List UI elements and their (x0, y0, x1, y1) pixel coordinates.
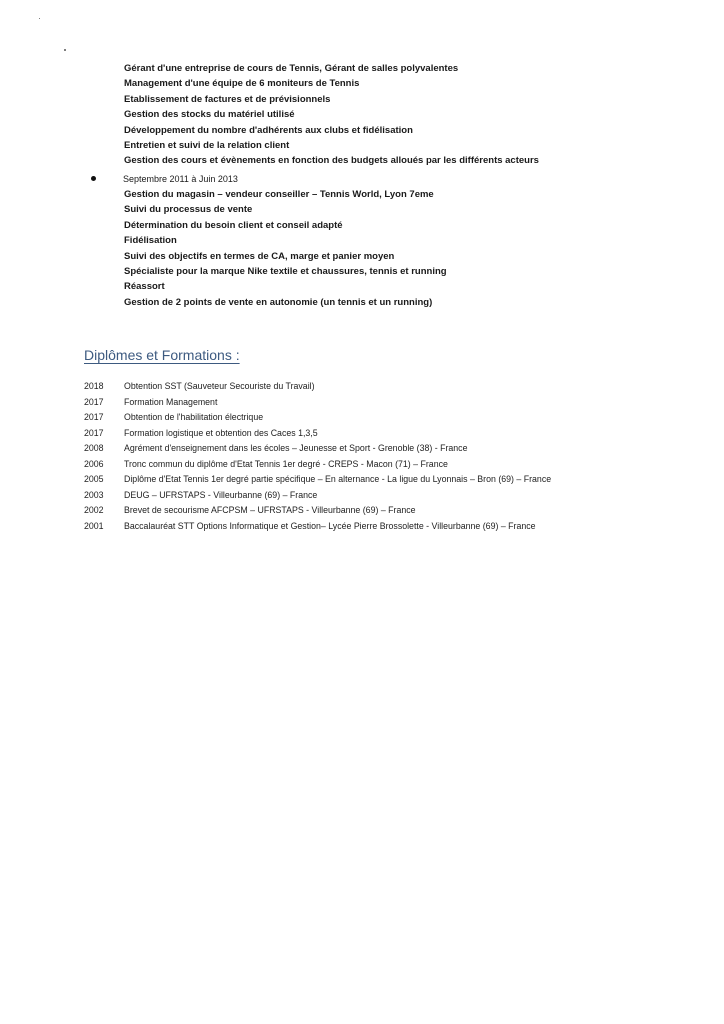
mission-2-item: Détermination du besoin client et conseil adapté (124, 219, 343, 231)
education-row (84, 503, 551, 519)
scan-speck (64, 49, 66, 51)
education-text: Tronc commun du diplôme d'Etat Tennis 1er degré - CREPS - Macon (71) – France (124, 458, 448, 469)
education-text: Baccalauréat STT Options Informatique et Gestion– Lycée Pierre Brossolette - Villeurbanne (69) – France (124, 520, 536, 531)
education-year: 2002 (84, 505, 104, 515)
mission-1-item: Gestion des cours et évènements en fonction des budgets alloués par les différents acteurs (124, 155, 539, 167)
education-text: Brevet de secourisme AFCPSM – UFRSTAPS - Villeurbanne (69) – France (124, 505, 416, 515)
mission-2-date: Septembre 2011 à Juin 2013 (123, 174, 238, 184)
mission-1-list (124, 61, 539, 169)
education-text: DEUG – UFRSTAPS - Villeurbanne (69) – France (124, 489, 318, 500)
education-row (84, 426, 551, 442)
mission-1-item: Développement du nombre d'adhérents aux clubs et fidélisation (124, 124, 413, 136)
education-year: 2001 (84, 520, 104, 531)
education-text: Obtention SST (Sauveteur Secouriste du Travail) (124, 381, 315, 391)
mission-1-item: Entretien et suivi de la relation client (124, 140, 290, 152)
education-year: 2008 (84, 443, 104, 453)
mission-1-item: Gérant d'une entreprise de cours de Tennis, Gérant de salles polyvalentes (124, 63, 459, 74)
mission-2-item: Suivi des objectifs en termes de CA, marge et panier moyen (124, 250, 395, 262)
education-list (84, 379, 551, 534)
mission-1-item: Gestion des stocks du matériel utilisé (124, 109, 295, 121)
education-year: 2017 (84, 396, 104, 407)
mission-2-item: Réassort (124, 281, 165, 293)
education-section-title: Diplômes et Formations : (84, 347, 240, 363)
education-row (84, 441, 551, 457)
education-year: 2005 (84, 474, 104, 484)
education-row (84, 472, 551, 488)
education-year: 2017 (84, 412, 104, 422)
education-text: Agrément d'enseignement dans les écoles – Jeunesse et Sport - Grenoble (38) - France (124, 443, 468, 453)
education-row (84, 395, 551, 411)
education-year: 2003 (84, 489, 104, 500)
education-row (84, 410, 551, 426)
education-text: Formation logistique et obtention des Caces 1,3,5 (124, 427, 318, 438)
scan-speck (39, 18, 40, 19)
mission-1-item: Etablissement de factures et de prévisionnels (124, 93, 331, 105)
education-year: 2006 (84, 458, 104, 469)
education-year: 2017 (84, 427, 104, 438)
education-row (84, 519, 551, 535)
mission-2-item: Gestion de 2 points de vente en autonomie (un tennis et un running) (124, 296, 433, 308)
mission-2-item: Spécialiste pour la marque Nike textile et chaussures, tennis et running (124, 266, 447, 278)
education-year: 2018 (84, 381, 104, 391)
mission-2-list (124, 187, 447, 310)
education-row (84, 488, 551, 504)
mission-2-item: Gestion du magasin – vendeur conseiller – Tennis World, Lyon 7eme (124, 189, 434, 200)
education-text: Diplôme d'Etat Tennis 1er degré partie spécifique – En alternance - La ligue du Lyonnais – Bron (69) – France (124, 474, 552, 484)
bullet-icon (91, 176, 96, 181)
mission-2-item: Suivi du processus de vente (124, 204, 253, 216)
education-row (84, 457, 551, 473)
mission-2-item: Fidélisation (124, 235, 177, 247)
education-text: Formation Management (124, 396, 218, 407)
education-row (84, 379, 551, 395)
mission-1-item: Management d'une équipe de 6 moniteurs de Tennis (124, 78, 360, 90)
education-text: Obtention de l'habilitation électrique (124, 412, 264, 422)
